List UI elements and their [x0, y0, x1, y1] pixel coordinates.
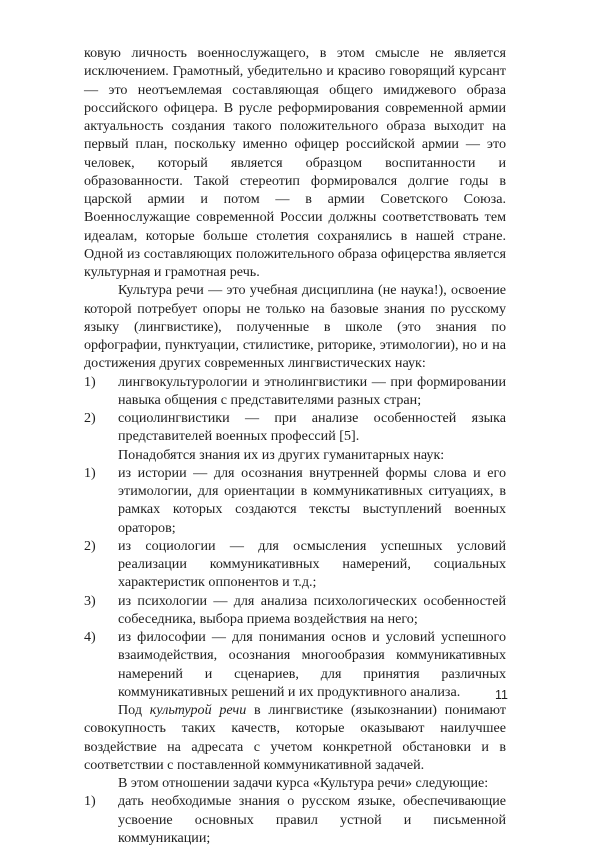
list-item-text: из философии — для понимания основ и условий успешного взаимодействия, осознания многообразия коммуникативных намерений и сценариев, для принятия различных коммуникативных решений и их продуктивного анализа.	[118, 629, 506, 700]
list-item-text: дать необходимые знания о русском языке, обеспечивающие усвоение основных правил устной и письменной коммуникации;	[118, 793, 506, 846]
paragraph-prefix: Под	[118, 702, 150, 718]
list-item-text: из истории — для осознания внутренней формы слова и его этимологии, для ориентации в коммуникативных ситуациях, в рамках которых создаются тексты выступлений военных ораторов;	[118, 464, 506, 536]
list-item-number: 1)	[84, 793, 96, 810]
paragraph-course-tasks-intro: В этом отношении задачи курса «Культура речи» следующие:	[118, 775, 489, 791]
list-item	[84, 373, 506, 410]
list-linguistic-sciences	[84, 373, 506, 446]
list-item	[84, 628, 506, 701]
paragraph-speech-culture-meaning	[84, 701, 506, 774]
list-item	[84, 409, 506, 446]
emphasized-term: культурой речи	[149, 702, 247, 718]
body-text	[84, 44, 506, 847]
page-number: 11	[495, 688, 508, 702]
list-item	[84, 592, 506, 629]
list-item-number: 3)	[84, 592, 96, 609]
list-item-number: 2)	[84, 537, 96, 554]
list-item	[84, 537, 506, 592]
list-item-number: 4)	[84, 629, 96, 645]
list-item-number: 1)	[84, 464, 96, 481]
list-item-number: 1)	[84, 373, 96, 390]
list-humanities	[84, 464, 506, 701]
list-item-text: из социологии — для осмысления успешных условий реализации коммуникативных намерений, социальных характеристик оппонентов и т.д.;	[118, 537, 506, 591]
paragraph-officer-image: ковую личность военнослужащего, в этом смысле не является исключением. Грамотный, убедительно и красиво говорящий курсант — это неотъемлемая составляющая общего имиджевого образа российского офицера. В русле реформирования современной армии актуальность создания такого положительного образа выходит на первый план, поскольку именно офицер российской армии — это человек, который является образцом воспитанности и образованности. Такой стереотип формировался долгие годы в царской армии и потом — в армии Советского Союза. Военнослужащие современной России должны соответствовать тем идеалам, которые больше столетия сохранялись в нашей стране. Одной из составляющих положительного образа офицерства является культурная и грамотная речь.	[84, 45, 506, 280]
list-item-number: 2)	[84, 410, 96, 426]
list-item-text: из психологии — для анализа психологических особенностей собеседника, выбора приема воздействия на него;	[118, 592, 506, 627]
list-item-text: лингвокультурологии и этнолингвистики — при формировании навыка общения с представителями разных стран;	[118, 373, 506, 408]
paragraph-humanities-intro: Понадобятся знания их из других гуманитарных наук:	[118, 446, 445, 463]
list-item-text: социолингвистики — при анализе особенностей языка представителей военных профессий [5].	[118, 410, 506, 445]
list-item	[84, 464, 506, 537]
list-course-tasks	[84, 792, 506, 847]
paragraph-suffix: в лингвистике (языкознании) понимают совокупность таких качеств, которые оказывают наилучшее воздействие на адресата с учетом конкретной обстановки и в соответствии с поставленной коммуникативной задачей.	[84, 702, 506, 773]
list-item	[84, 792, 506, 847]
paragraph-speech-culture-definition: Культура речи — это учебная дисциплина (не наука!), освоение которой потребует опоры не только на базовые знания по русскому языку (лингвистике), полученные в школе (это знания по орфографии, пунктуации, стилистике, риторике, этимологии), но и на достижения других современных лингвистических наук:	[84, 282, 506, 372]
